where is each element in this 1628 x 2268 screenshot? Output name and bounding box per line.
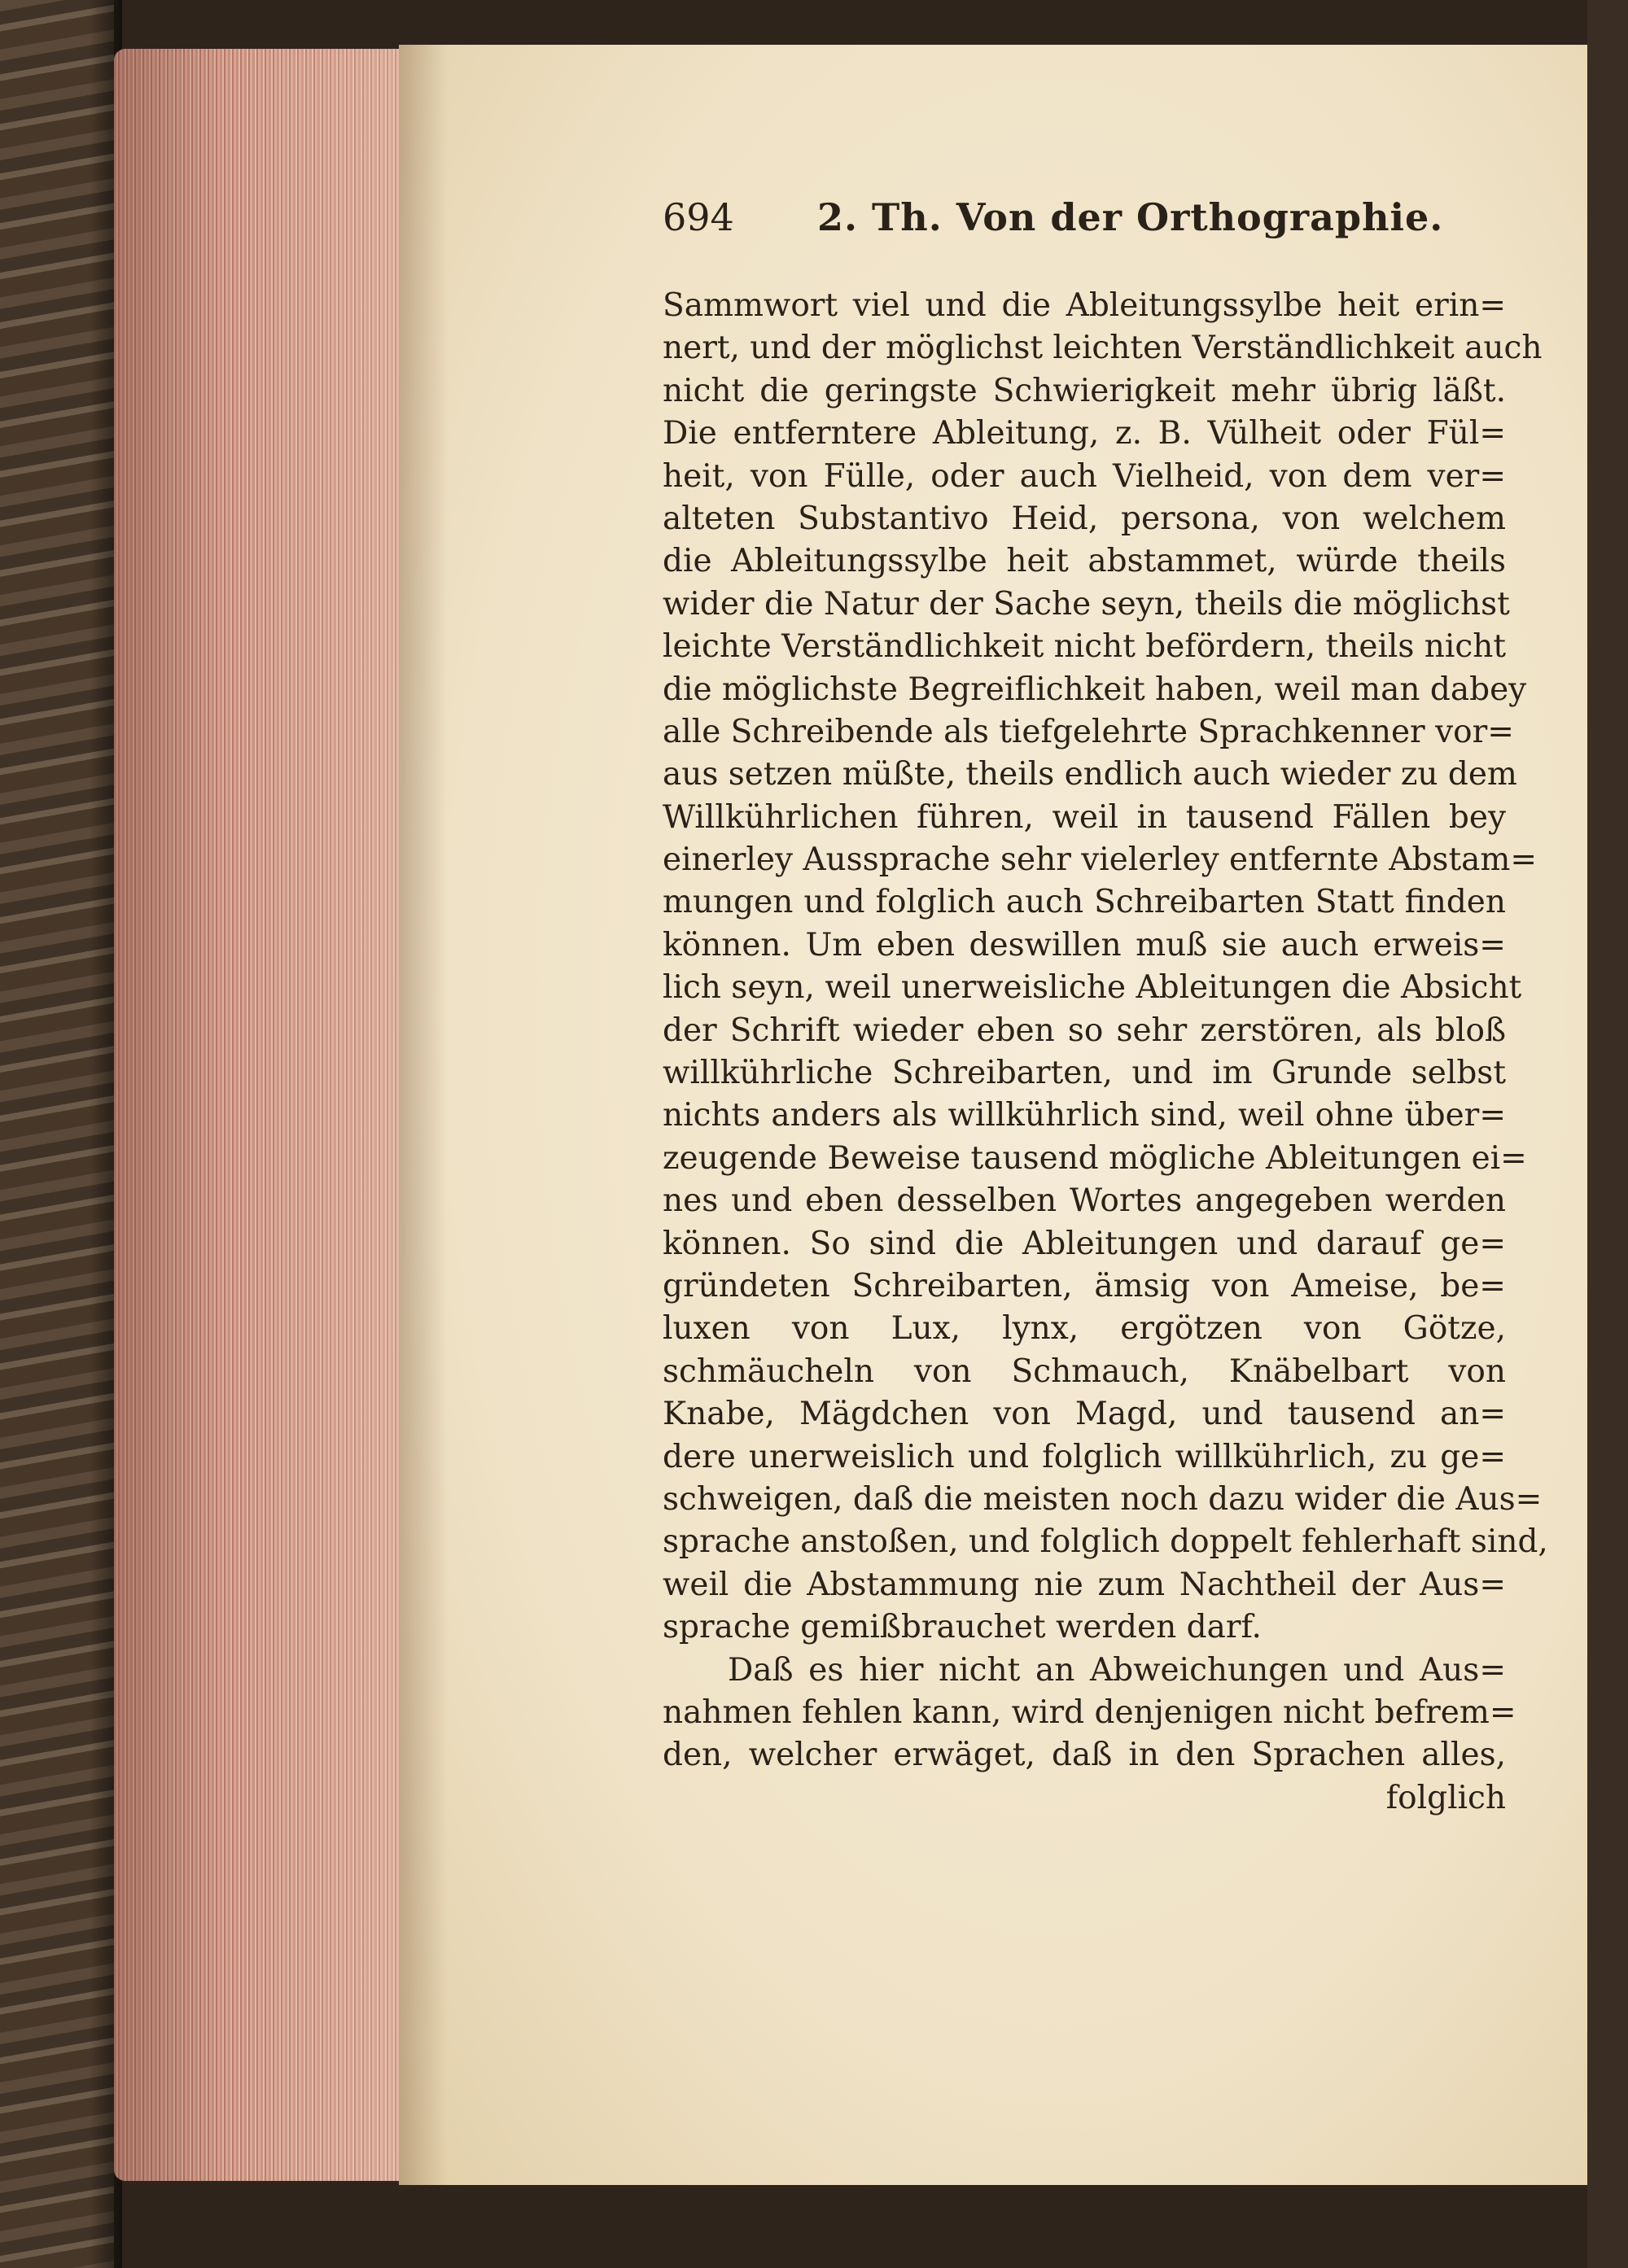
text-line: nichts anders als willkührlich sind, weil ohne über= <box>663 1097 1506 1134</box>
text-line: können. So sind die Ableitungen und darauf ge= <box>663 1225 1506 1262</box>
text-line: Daß es hier nicht an Abweichungen und Aus= <box>728 1651 1506 1689</box>
running-title: 2. Th. Von der Orthographie. <box>817 195 1444 239</box>
text-line: lich seyn, weil unerweisliche Ableitungen die Absicht <box>663 969 1522 1007</box>
text-line: leichte Verständlichkeit nicht befördern, theils nicht <box>663 628 1506 666</box>
scan-background <box>1587 0 1628 2268</box>
text-line: schmäucheln von Schmauch, Knäbelbart von <box>663 1352 1506 1390</box>
text-line: sprache anstoßen, und folglich doppelt fehlerhaft sind, <box>663 1523 1548 1561</box>
text-line: Willkührlichen führen, weil in tausend Fällen bey <box>663 798 1506 836</box>
text-line: dere unerweislich und folglich willkührlich, zu ge= <box>663 1438 1506 1475</box>
text-line: alteten Substantivo Heid, persona, von welchem <box>663 500 1506 537</box>
text-line: einerley Aussprache sehr vielerley entfernte Abstam= <box>663 841 1538 879</box>
text-line: willkührliche Schreibarten, und im Grunde selbst <box>663 1055 1506 1092</box>
text-line: können. Um eben deswillen muß sie auch erweis= <box>663 926 1506 964</box>
text-line: den, welcher erwäget, daß in den Sprachen alles, <box>663 1737 1506 1774</box>
text-line: gründeten Schreibarten, ämsig von Ameise, be= <box>663 1267 1506 1304</box>
page-gutter-shadow <box>399 45 448 2185</box>
text-line: mungen und folglich auch Schreibarten Statt finden <box>663 884 1506 921</box>
catchword: folglich <box>1385 1779 1506 1816</box>
text-line: heit, von Fülle, oder auch Vielheid, von dem ver= <box>663 457 1506 495</box>
page-number: 694 <box>663 195 734 239</box>
text-line: sprache gemißbrauchet werden darf. <box>663 1609 1262 1646</box>
text-line: Die entferntere Ableitung, z. B. Vülheit oder Fül= <box>663 415 1506 452</box>
text-line: nahmen fehlen kann, wird denjenigen nicht befrem= <box>663 1693 1516 1731</box>
text-line: schweigen, daß die meisten noch dazu wider die Aus= <box>663 1480 1543 1518</box>
text-line: der Schrift wieder eben so sehr zerstören, als bloß <box>663 1012 1506 1049</box>
text-line: die möglichste Begreiflichkeit haben, weil man dabey <box>663 671 1527 708</box>
text-line: nert, und der möglichst leichten Verständlichkeit auch <box>663 330 1543 367</box>
text-line: Sammwort viel und die Ableitungssylbe heit erin= <box>663 287 1506 324</box>
text-line: zeugende Beweise tausend mögliche Ableitungen ei= <box>663 1139 1527 1177</box>
text-line: nes und eben desselben Wortes angegeben werden <box>663 1182 1506 1220</box>
running-header <box>663 195 1509 244</box>
text-line: weil die Abstammung nie zum Nachtheil der Aus= <box>663 1566 1506 1603</box>
body-text <box>663 285 1548 1820</box>
text-line: Knabe, Mägdchen von Magd, und tausend an= <box>663 1396 1506 1433</box>
text-line: alle Schreibende als tiefgelehrte Sprachkenner vor= <box>663 713 1514 750</box>
text-line: luxen von Lux, lynx, ergötzen von Götze, <box>663 1310 1506 1348</box>
page-edges-shading <box>114 49 399 2181</box>
text-line: wider die Natur der Sache seyn, theils die möglichst <box>663 585 1510 623</box>
text-line: aus setzen müßte, theils endlich auch wieder zu dem <box>663 756 1517 793</box>
text-line: nicht die geringste Schwierigkeit mehr übrig läßt. <box>663 372 1506 409</box>
text-line: die Ableitungssylbe heit abstammet, würde theils <box>663 543 1506 580</box>
